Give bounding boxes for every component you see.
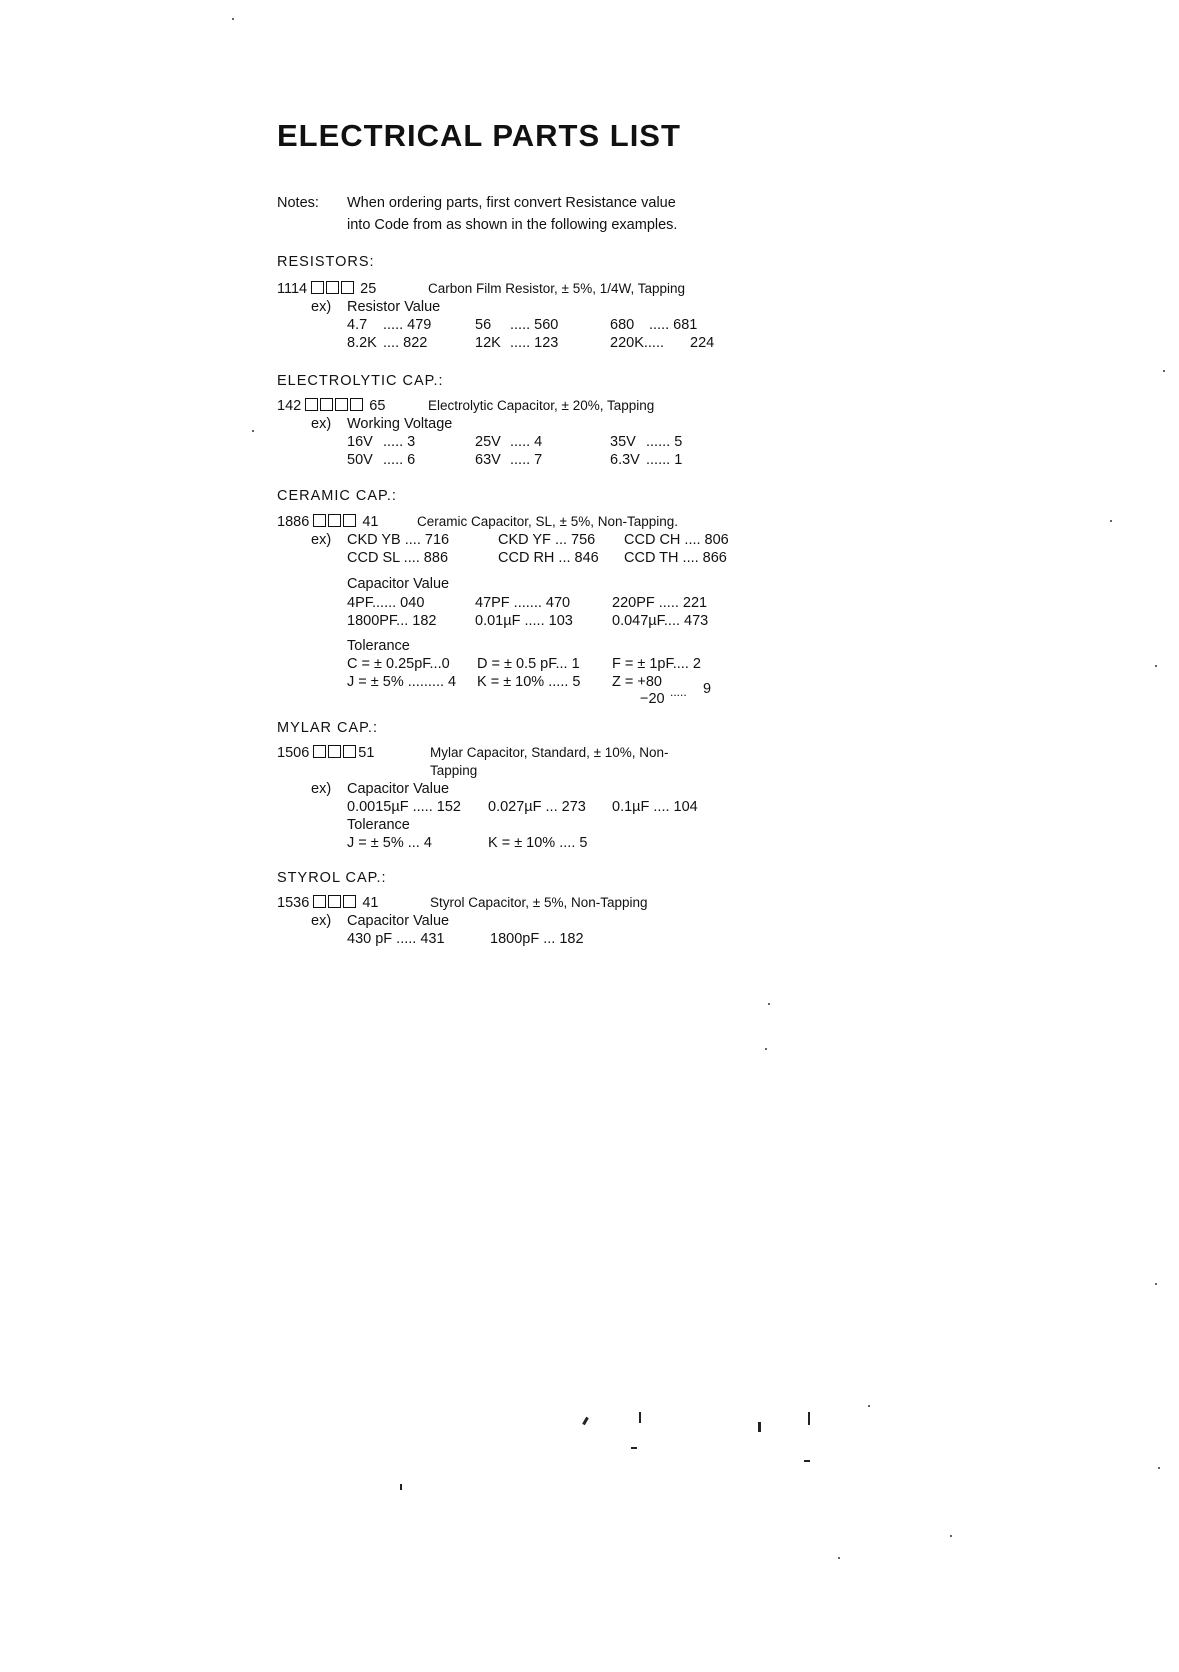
speck (1163, 370, 1165, 372)
table-cell: J = ± 5% ... 4 (347, 835, 432, 851)
code-box-icon (343, 514, 356, 527)
table-cell: ..... 123 (510, 335, 559, 351)
resistors-prefix: 1114 (277, 281, 308, 297)
code-box-icon (311, 281, 324, 294)
table-cell: 0.047µF.... 473 (612, 613, 709, 629)
table-cell: 0.01µF ..... 103 (475, 613, 573, 629)
mylar-description-1: Mylar Capacitor, Standard, ± 10%, Non- (430, 745, 669, 760)
table-cell: 50V (347, 452, 373, 468)
table-cell: K = ± 10% ..... 5 (477, 674, 581, 690)
table-cell: 6.3V (610, 452, 640, 468)
table-cell: Z = +80 (612, 674, 662, 690)
page-title: ELECTRICAL PARTS LIST (277, 118, 681, 153)
electrolytic-heading: ELECTROLYTIC CAP.: (277, 373, 444, 389)
table-cell: J = ± 5% ......... 4 (347, 674, 457, 690)
electrolytic-code (277, 397, 385, 415)
speck (631, 1447, 637, 1449)
table-cell: ...... 1 (646, 452, 683, 468)
ceramic-code (277, 513, 378, 531)
table-cell: CCD TH .... 866 (624, 550, 727, 566)
speck (252, 430, 254, 432)
table-cell: ..... 7 (510, 452, 543, 468)
mylar-tolerance-label: Tolerance (347, 817, 410, 833)
table-cell: 63V (475, 452, 501, 468)
table-cell: 680 (610, 317, 635, 333)
speck (950, 1535, 952, 1537)
table-cell: ...... 5 (646, 434, 683, 450)
table-cell: ..... 4 (510, 434, 543, 450)
table-cell: 1800PF... 182 (347, 613, 437, 629)
mylar-cap-label: Capacitor Value (347, 781, 450, 797)
ceramic-cap-label: Capacitor Value (347, 576, 450, 592)
styrol-ex-label: ex) (311, 913, 332, 929)
ceramic-tolerance-label: Tolerance (347, 638, 410, 654)
code-box-icon (341, 281, 354, 294)
table-cell: 224 (690, 335, 715, 351)
ceramic-suffix: 41 (362, 514, 379, 530)
table-cell: 4.7 (347, 317, 368, 333)
code-box-icon (328, 895, 341, 908)
styrol-code (277, 894, 378, 912)
electrolytic-ex-label: ex) (311, 416, 332, 432)
table-cell: F = ± 1pF.... 2 (612, 656, 701, 672)
notes-line-1: When ordering parts, first convert Resistance value (347, 195, 676, 211)
table-cell: 0.1µF .... 104 (612, 799, 698, 815)
ceramic-prefix: 1886 (277, 514, 310, 530)
speck (400, 1484, 402, 1490)
tolerance-z-minus: −20 (640, 691, 665, 707)
mylar-prefix: 1506 (277, 745, 310, 761)
notes-line-2: into Code from as shown in the following examples. (347, 217, 678, 233)
table-cell: 12K (475, 335, 501, 351)
styrol-prefix: 1536 (277, 895, 310, 911)
code-box-icon (328, 514, 341, 527)
table-cell: ..... 681 (649, 317, 698, 333)
ceramic-ex-label: ex) (311, 532, 332, 548)
table-cell: 8.2K (347, 335, 377, 351)
table-cell: 25V (475, 434, 501, 450)
speck (765, 1048, 767, 1050)
resistors-suffix: 25 (360, 281, 377, 297)
table-cell: 430 pF ..... 431 (347, 931, 445, 947)
table-cell: 220PF ..... 221 (612, 595, 708, 611)
styrol-cap-label: Capacitor Value (347, 913, 450, 929)
code-box-icon (313, 514, 326, 527)
mylar-ex-label: ex) (311, 781, 332, 797)
styrol-heading: STYROL CAP.: (277, 870, 387, 886)
table-cell: ..... 6 (383, 452, 416, 468)
code-box-icon (335, 398, 348, 411)
table-cell: K = ± 10% .... 5 (488, 835, 588, 851)
tolerance-z-dots: ..... (670, 685, 687, 699)
table-cell: 35V (610, 434, 636, 450)
code-box-icon (343, 895, 356, 908)
code-box-icon (343, 745, 356, 758)
code-box-icon (350, 398, 363, 411)
code-box-icon (328, 745, 341, 758)
speck (1158, 1467, 1160, 1469)
speck (1155, 1283, 1157, 1285)
ceramic-description: Ceramic Capacitor, SL, ± 5%, Non-Tapping. (417, 514, 679, 529)
table-cell: CKD YF ... 756 (498, 532, 596, 548)
speck (582, 1417, 589, 1425)
electrolytic-prefix: 142 (277, 398, 302, 414)
table-cell: ..... 479 (383, 317, 432, 333)
mylar-description-2: Tapping (430, 763, 478, 778)
table-cell: 16V (347, 434, 373, 450)
ceramic-heading: CERAMIC CAP.: (277, 488, 397, 504)
code-box-icon (313, 745, 326, 758)
table-cell: D = ± 0.5 pF... 1 (477, 656, 580, 672)
electrolytic-description: Electrolytic Capacitor, ± 20%, Tapping (428, 398, 655, 413)
mylar-suffix: 51 (358, 745, 375, 761)
table-cell: 4PF...... 040 (347, 595, 425, 611)
table-cell: CKD YB .... 716 (347, 532, 450, 548)
table-cell: ..... 3 (383, 434, 416, 450)
tolerance-z-code: 9 (703, 681, 712, 697)
table-cell: C = ± 0.25pF...0 (347, 656, 450, 672)
speck (868, 1405, 870, 1407)
table-cell: ..... 560 (510, 317, 559, 333)
table-cell: 56 (475, 317, 492, 333)
resistors-sublabel: Resistor Value (347, 299, 441, 315)
table-cell: 0.027µF ... 273 (488, 799, 586, 815)
code-box-icon (305, 398, 318, 411)
table-cell: CCD SL .... 886 (347, 550, 449, 566)
table-cell: .... 822 (383, 335, 428, 351)
table-cell: 0.0015µF ..... 152 (347, 799, 461, 815)
mylar-code (277, 744, 374, 762)
speck (1110, 520, 1112, 522)
code-box-icon (313, 895, 326, 908)
resistors-heading: RESISTORS: (277, 254, 375, 270)
code-box-icon (326, 281, 339, 294)
speck (808, 1412, 810, 1425)
code-box-icon (320, 398, 333, 411)
table-cell: 1800pF ... 182 (490, 931, 584, 947)
table-cell: 220K..... (610, 335, 665, 351)
resistors-ex-label: ex) (311, 299, 332, 315)
styrol-suffix: 41 (362, 895, 379, 911)
table-cell: 47PF ....... 470 (475, 595, 571, 611)
electrolytic-suffix: 65 (369, 398, 386, 414)
table-cell: CCD RH ... 846 (498, 550, 599, 566)
speck (768, 1003, 770, 1005)
speck (758, 1422, 761, 1432)
speck (232, 18, 234, 20)
mylar-heading: MYLAR CAP.: (277, 720, 378, 736)
resistors-description: Carbon Film Resistor, ± 5%, 1/4W, Tapping (428, 281, 686, 296)
table-cell: CCD CH .... 806 (624, 532, 729, 548)
resistors-code (277, 280, 376, 298)
styrol-description: Styrol Capacitor, ± 5%, Non-Tapping (430, 895, 648, 910)
speck (639, 1412, 641, 1423)
speck (804, 1460, 810, 1462)
electrolytic-sublabel: Working Voltage (347, 416, 453, 432)
speck (1155, 665, 1157, 667)
notes-label: Notes: (277, 195, 319, 211)
speck (838, 1557, 840, 1559)
